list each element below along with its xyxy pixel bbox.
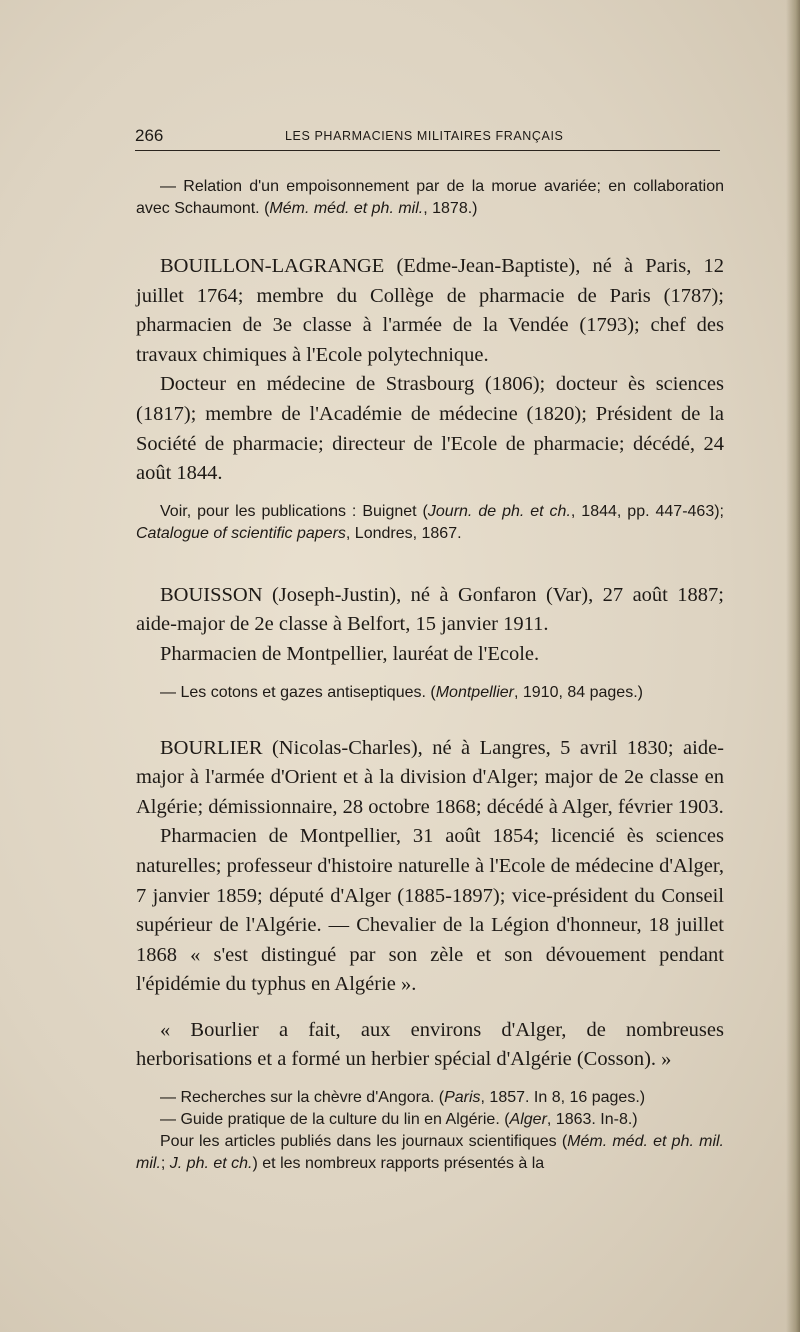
- paragraph: [136, 734, 724, 823]
- text-run: — Relation d'un empoisonnement par de la morue avariée; en collaboration avec Schaumont. (: [136, 178, 724, 217]
- text-run: , 1857. In 8, 16 pages.): [480, 1089, 646, 1107]
- text-run: , 1910, 84 pages.): [513, 683, 643, 701]
- italic-text: Paris: [444, 1089, 481, 1107]
- text-run: — Les cotons et gazes antiseptiques. (: [160, 683, 436, 701]
- text-run: BOUISSON (Joseph-Justin), né à Gonfaron (Var), 27 août 1887; aide-major de 2e classe à Belfort, 15 janvier 1911.: [136, 583, 724, 636]
- text-run: — Recherches sur la chèvre d'Angora. (: [160, 1089, 445, 1107]
- text-run: ;: [160, 1155, 170, 1173]
- italic-text: Catalogue of scientific papers: [136, 524, 346, 542]
- italic-text: Montpellier: [435, 683, 514, 701]
- text-run: Voir, pour les publications : Buignet (: [160, 502, 428, 520]
- text-run: BOUILLON-LAGRANGE (Edme-Jean-Baptiste), né à Paris, 12 juillet 1764; membre du Collège de pharmacie de Paris (1787); pharmacien de 3e classe à l'armée de la Vendée (1793); chef des travaux chimiques à l'Ecole polytechnique.: [136, 255, 724, 366]
- text-run: , 1844, pp. 447-463);: [570, 502, 724, 520]
- text-run: , Londres, 1867.: [345, 524, 462, 542]
- paragraph: [136, 1087, 724, 1109]
- paragraph: [136, 822, 724, 1000]
- italic-text: Journ. de ph. et ch.: [427, 502, 571, 520]
- text-run: Pharmacien de Montpellier, lauréat de l'Ecole.: [160, 642, 540, 665]
- paragraph: [136, 252, 724, 370]
- italic-text: Mém. méd. et ph. mil.: [269, 200, 424, 217]
- text-run: , 1878.): [423, 200, 478, 217]
- paragraph: [136, 1109, 724, 1131]
- paragraph: [136, 501, 724, 545]
- page-edge-shadow: [786, 0, 800, 1332]
- paragraph: [136, 1131, 724, 1175]
- paragraph: [136, 581, 724, 640]
- text-run: ) et les nombreux rapports présentés à la: [252, 1155, 545, 1173]
- text-run: , 1863. In-8.): [546, 1111, 638, 1129]
- page-number: 266: [135, 126, 164, 145]
- paragraph: [136, 682, 724, 704]
- text-run: « Bourlier a fait, aux environs d'Alger, de nombreuses herborisations et a formé un herbier spécial d'Algérie (Cosson). »: [136, 1018, 724, 1071]
- text-run: Pharmacien de Montpellier, 31 août 1854; licencié ès sciences naturelles; professeur d'histoire naturelle à l'Ecole de médecine d'Alger, 7 janvier 1859; député d'Alger (1885-1897); vice-président du Conseil supérieur de l'Algérie. — Chevalier de la Légion d'honneur, 18 juillet 1868 « s'est distingué par son zèle et son dévouement pendant l'épidémie du typhus en Algérie ».: [136, 825, 724, 996]
- paragraph: [136, 1016, 724, 1075]
- text-run: — Guide pratique de la culture du lin en Algérie. (: [160, 1111, 510, 1129]
- paragraph: [136, 370, 724, 488]
- paragraph: [136, 640, 724, 670]
- italic-text: Alger: [509, 1111, 547, 1129]
- paragraph: [136, 176, 724, 220]
- running-title: LES PHARMACIENS MILITAIRES FRANÇAIS: [285, 129, 564, 143]
- text-run: Docteur en médecine de Strasbourg (1806); docteur ès sciences (1817); membre de l'Académie de médecine (1820); Président de la Société de pharmacie; directeur de l'Ecole de pharmacie; décédé, 24 août 1844.: [136, 373, 724, 485]
- text-run: BOURLIER (Nicolas-Charles), né à Langres, 5 avril 1830; aide-major à l'armée d'Orient et à la division d'Alger; major de 2e classe en Algérie; démissionnaire, 28 octobre 1868; décédé à Alger, février 1903.: [136, 736, 724, 818]
- italic-text: J. ph. et ch.: [169, 1155, 253, 1173]
- italic-text: Mém. méd. et ph. mil. mil.: [136, 1133, 725, 1173]
- page-body: [136, 176, 724, 1175]
- text-run: Pour les articles publiés dans les journaux scientifiques (: [160, 1133, 568, 1151]
- page-header: [135, 126, 720, 151]
